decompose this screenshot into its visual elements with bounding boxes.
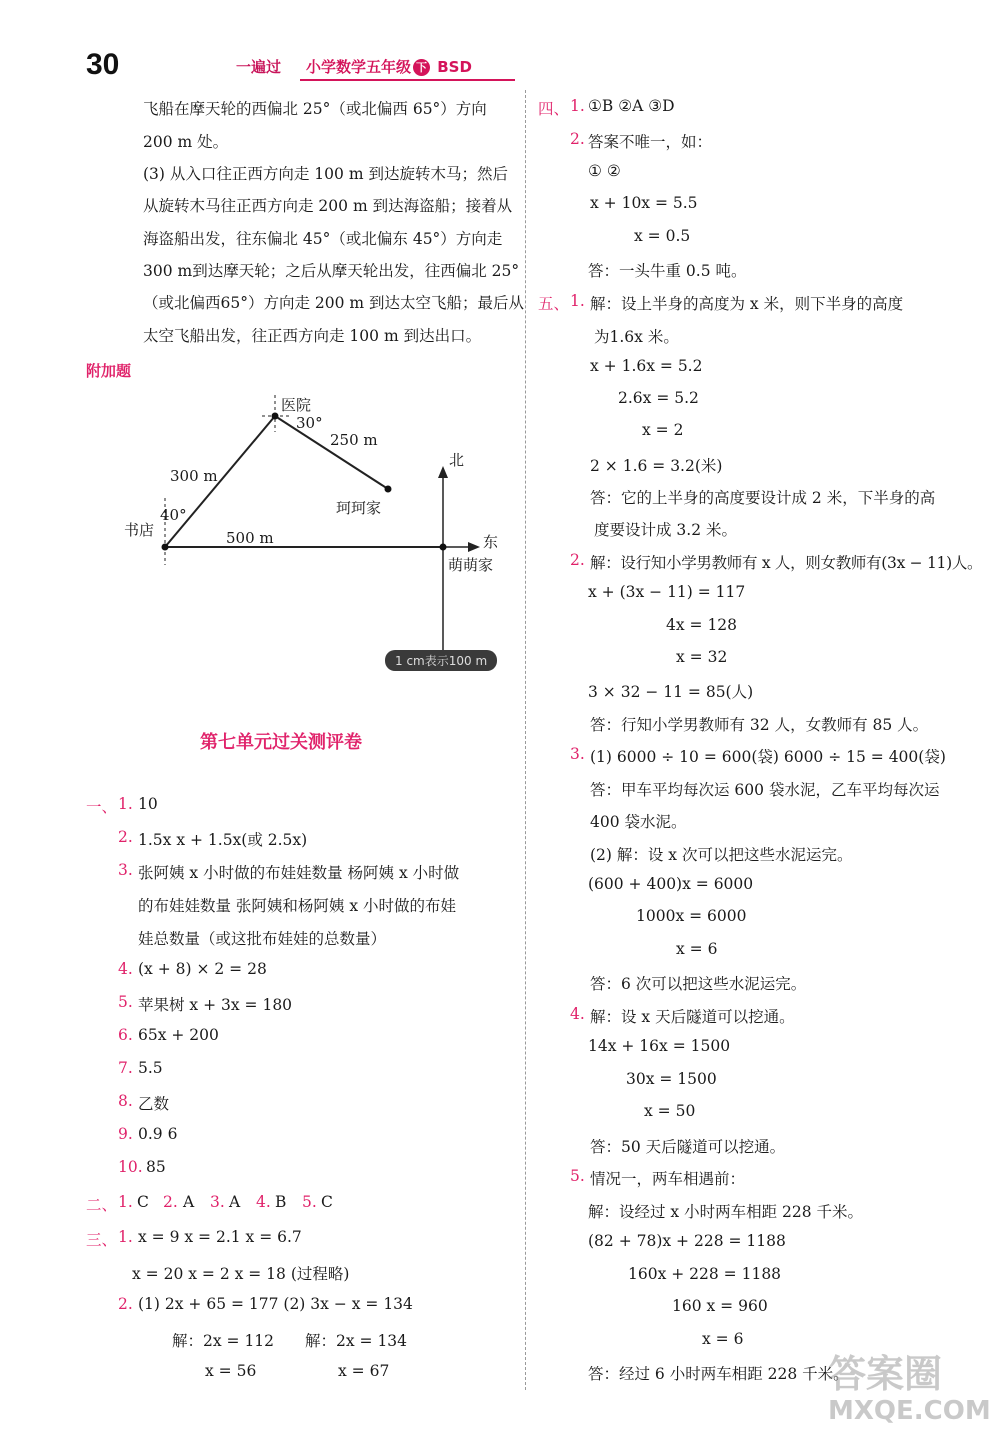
- answer-text: x = 50: [644, 1102, 696, 1120]
- answer-text: x + 10x = 5.5: [590, 194, 698, 212]
- answer-text: 答：甲车平均每次运 600 袋水泥，乙车平均每次运: [590, 781, 940, 799]
- answer-text: 1000x = 6000: [636, 907, 747, 925]
- item-number: 3.: [570, 745, 585, 763]
- answer-text: 答：经过 6 小时两车相距 228 千米。: [588, 1365, 849, 1383]
- answer-text: 解：2x = 134: [305, 1332, 408, 1350]
- item-number: 4.: [118, 960, 133, 978]
- answer-text: ① ②: [588, 162, 621, 180]
- item-number: 8.: [118, 1092, 133, 1110]
- answer-text: 5.5: [138, 1059, 163, 1077]
- answer-text: 2 × 1.6 = 3.2(米): [590, 457, 723, 475]
- answer-text: 度要设计成 3.2 米。: [594, 521, 738, 539]
- section-1-label: 一、: [86, 798, 118, 816]
- item-number: 1.: [570, 292, 585, 310]
- item-number: 1.: [570, 97, 585, 115]
- answer-text: ①B ②A ③D: [588, 97, 675, 115]
- item-number: 1.: [118, 1193, 133, 1211]
- watermark-text: 答案圈: [828, 1352, 943, 1396]
- path-hospital-kk: [275, 416, 388, 489]
- answer-text: B: [275, 1193, 287, 1211]
- answer-text: 解：设经过 x 小时两车相距 228 千米。: [588, 1203, 864, 1221]
- answer-text: x = 32: [676, 648, 728, 666]
- item-number: 2.: [118, 828, 133, 846]
- semester-badge: 下: [413, 59, 430, 76]
- answer-text: 情况一，两车相遇前：: [590, 1170, 746, 1188]
- answer-text: 为1.6x 米。: [594, 328, 679, 346]
- left-line: （或北偏西65°）方向走 200 m 到达太空飞船；最后从: [143, 294, 525, 312]
- answer-text: 娃总数量（或这批布娃娃的总数量）: [138, 930, 387, 948]
- answer-text: 解：设上半身的高度为 x 米，则下半身的高度: [590, 295, 904, 313]
- answer-text: (1) 2x + 65 = 177 (2) 3x − x = 134: [138, 1295, 413, 1313]
- page-number: 30: [86, 48, 120, 81]
- item-number: 1.: [118, 795, 133, 813]
- answer-text: 65x + 200: [138, 1026, 219, 1044]
- item-number: 9.: [118, 1125, 133, 1143]
- answer-text: 答：一头牛重 0.5 吨。: [588, 262, 747, 280]
- label-dist-500: 500 m: [226, 529, 274, 547]
- answer-text: 30x = 1500: [626, 1070, 717, 1088]
- label-kk-home: 珂珂家: [336, 499, 382, 517]
- label-bookstore: 书店: [124, 521, 155, 539]
- label-north: 北: [449, 451, 465, 469]
- answer-text: x = 56: [205, 1362, 257, 1380]
- answer-text: 解：2x = 112: [172, 1332, 275, 1350]
- header-title-edition: BSD: [437, 58, 472, 76]
- label-mm-home: 萌萌家: [448, 556, 494, 574]
- answer-text: x + (3x − 11) = 117: [588, 583, 746, 601]
- left-line: 200 m 处。: [143, 133, 229, 151]
- left-line: 从旋转木马往正西方向走 200 m 到达海盗船；接着从: [143, 197, 513, 215]
- answer-text: x = 9 x = 2.1 x = 6.7: [138, 1228, 302, 1246]
- item-number: 4.: [570, 1005, 585, 1023]
- section-5-label: 五、: [538, 295, 570, 313]
- mm-home-point: [440, 544, 447, 551]
- watermark: [828, 1352, 991, 1444]
- label-angle-40: 40°: [160, 506, 187, 524]
- item-number: 5.: [302, 1193, 317, 1211]
- answer-text: 0.9 6: [138, 1125, 178, 1143]
- answer-text: (600 + 400)x = 6000: [588, 875, 754, 893]
- addon-title: 附加题: [86, 362, 132, 380]
- label-angle-30: 30°: [296, 414, 323, 432]
- item-number: 3.: [118, 861, 133, 879]
- watermark-url: MXQE.COM: [828, 1396, 991, 1426]
- answer-text: 乙数: [138, 1095, 170, 1113]
- answer-text: 85: [146, 1158, 166, 1176]
- answer-text: 答：它的上半身的高度要设计成 2 米，下半身的高: [590, 489, 936, 507]
- answer-text: 3 × 32 − 11 = 85(人): [588, 683, 754, 701]
- hospital-point: [272, 413, 279, 420]
- label-east: 东: [483, 533, 499, 551]
- answer-text: 苹果树 x + 3x = 180: [138, 996, 293, 1014]
- left-line: (3) 从入口往正西方向走 100 m 到达旋转木马；然后: [143, 165, 508, 183]
- answer-text: (x + 8) × 2 = 28: [138, 960, 267, 978]
- answer-text: 答：6 次可以把这些水泥运完。: [590, 975, 807, 993]
- answer-text: 答案不唯一，如：: [588, 133, 713, 151]
- answer-text: 张阿姨 x 小时做的布娃娃数量 杨阿姨 x 小时做: [138, 864, 460, 882]
- left-line: 飞船在摩天轮的西偏北 25°（或北偏西 65°）方向: [143, 100, 487, 118]
- item-number: 2.: [118, 1295, 133, 1313]
- answer-text: x = 20 x = 2 x = 18 (过程略): [132, 1265, 350, 1283]
- answer-text: 答：50 天后隧道可以挖通。: [590, 1138, 786, 1156]
- east-arrow: [468, 542, 480, 552]
- section-2-label: 二、: [86, 1196, 118, 1214]
- answer-text: x = 2: [642, 421, 684, 439]
- item-number: 2.: [570, 551, 585, 569]
- answer-text: C: [321, 1193, 333, 1211]
- item-number: 1.: [118, 1228, 133, 1246]
- item-number: 4.: [256, 1193, 271, 1211]
- section-4-label: 四、: [538, 100, 570, 118]
- answer-text: A: [229, 1193, 241, 1211]
- answer-text: 1.5x x + 1.5x(或 2.5x): [138, 831, 308, 849]
- answer-text: 400 袋水泥。: [590, 813, 687, 831]
- answer-text: x = 67: [338, 1362, 390, 1380]
- answer-text: C: [137, 1193, 149, 1211]
- brand-logo: 一遍过: [236, 58, 282, 76]
- left-line: 太空飞船出发，往正西方向走 100 m 到达出口。: [143, 327, 482, 345]
- answer-text: 2.6x = 5.2: [618, 389, 699, 407]
- answer-text: 160 x = 960: [672, 1297, 768, 1315]
- answer-text: A: [183, 1193, 195, 1211]
- answer-text: (1) 6000 ÷ 10 = 600(袋) 6000 ÷ 15 = 400(袋): [590, 748, 946, 766]
- left-line: 300 m到达摩天轮；之后从摩天轮出发，往西偏北 25°: [143, 262, 520, 280]
- answer-text: 10: [138, 795, 158, 813]
- left-line: 海盗船出发，往东偏北 45°（或北偏东 45°）方向走: [143, 230, 503, 248]
- answer-text: 4x = 128: [666, 616, 738, 634]
- item-number: 6.: [118, 1026, 133, 1044]
- item-number: 5.: [118, 993, 133, 1011]
- answer-text: (82 + 78)x + 228 = 1188: [588, 1232, 786, 1250]
- kk-home-point: [385, 486, 392, 493]
- item-number: 10.: [118, 1158, 143, 1176]
- answer-text: x + 1.6x = 5.2: [590, 357, 703, 375]
- answer-text: (2) 解：设 x 次可以把这些水泥运完。: [590, 846, 853, 864]
- unit-title: 第七单元过关测评卷: [200, 732, 362, 753]
- item-number: 2.: [570, 130, 585, 148]
- answer-text: 答：行知小学男教师有 32 人，女教师有 85 人。: [590, 716, 929, 734]
- north-arrow: [438, 466, 448, 478]
- answer-text: 解：设行知小学男教师有 x 人，则女教师有(3x − 11)人。: [590, 554, 983, 572]
- answer-text: 14x + 16x = 1500: [588, 1037, 731, 1055]
- answer-text: x = 0.5: [634, 227, 691, 245]
- label-dist-300: 300 m: [170, 467, 218, 485]
- item-number: 7.: [118, 1059, 133, 1077]
- label-dist-250: 250 m: [330, 431, 378, 449]
- item-number: 2.: [163, 1193, 178, 1211]
- answer-text: 的布娃娃数量 张阿姨和杨阿姨 x 小时做的布娃: [138, 897, 457, 915]
- answer-text: 解：设 x 天后隧道可以挖通。: [590, 1008, 795, 1026]
- item-number: 5.: [570, 1167, 585, 1185]
- scale-badge: 1 cm表示100 m: [385, 650, 497, 671]
- section-3-label: 三、: [86, 1231, 118, 1249]
- item-number: 3.: [210, 1193, 225, 1211]
- label-hospital: 医院: [281, 396, 312, 414]
- answer-text: x = 6: [702, 1330, 744, 1348]
- bookstore-point: [162, 544, 169, 551]
- header-title-subject: 小学数学五年级: [306, 58, 412, 76]
- answer-text: 160x + 228 = 1188: [628, 1265, 782, 1283]
- answer-text: x = 6: [676, 940, 718, 958]
